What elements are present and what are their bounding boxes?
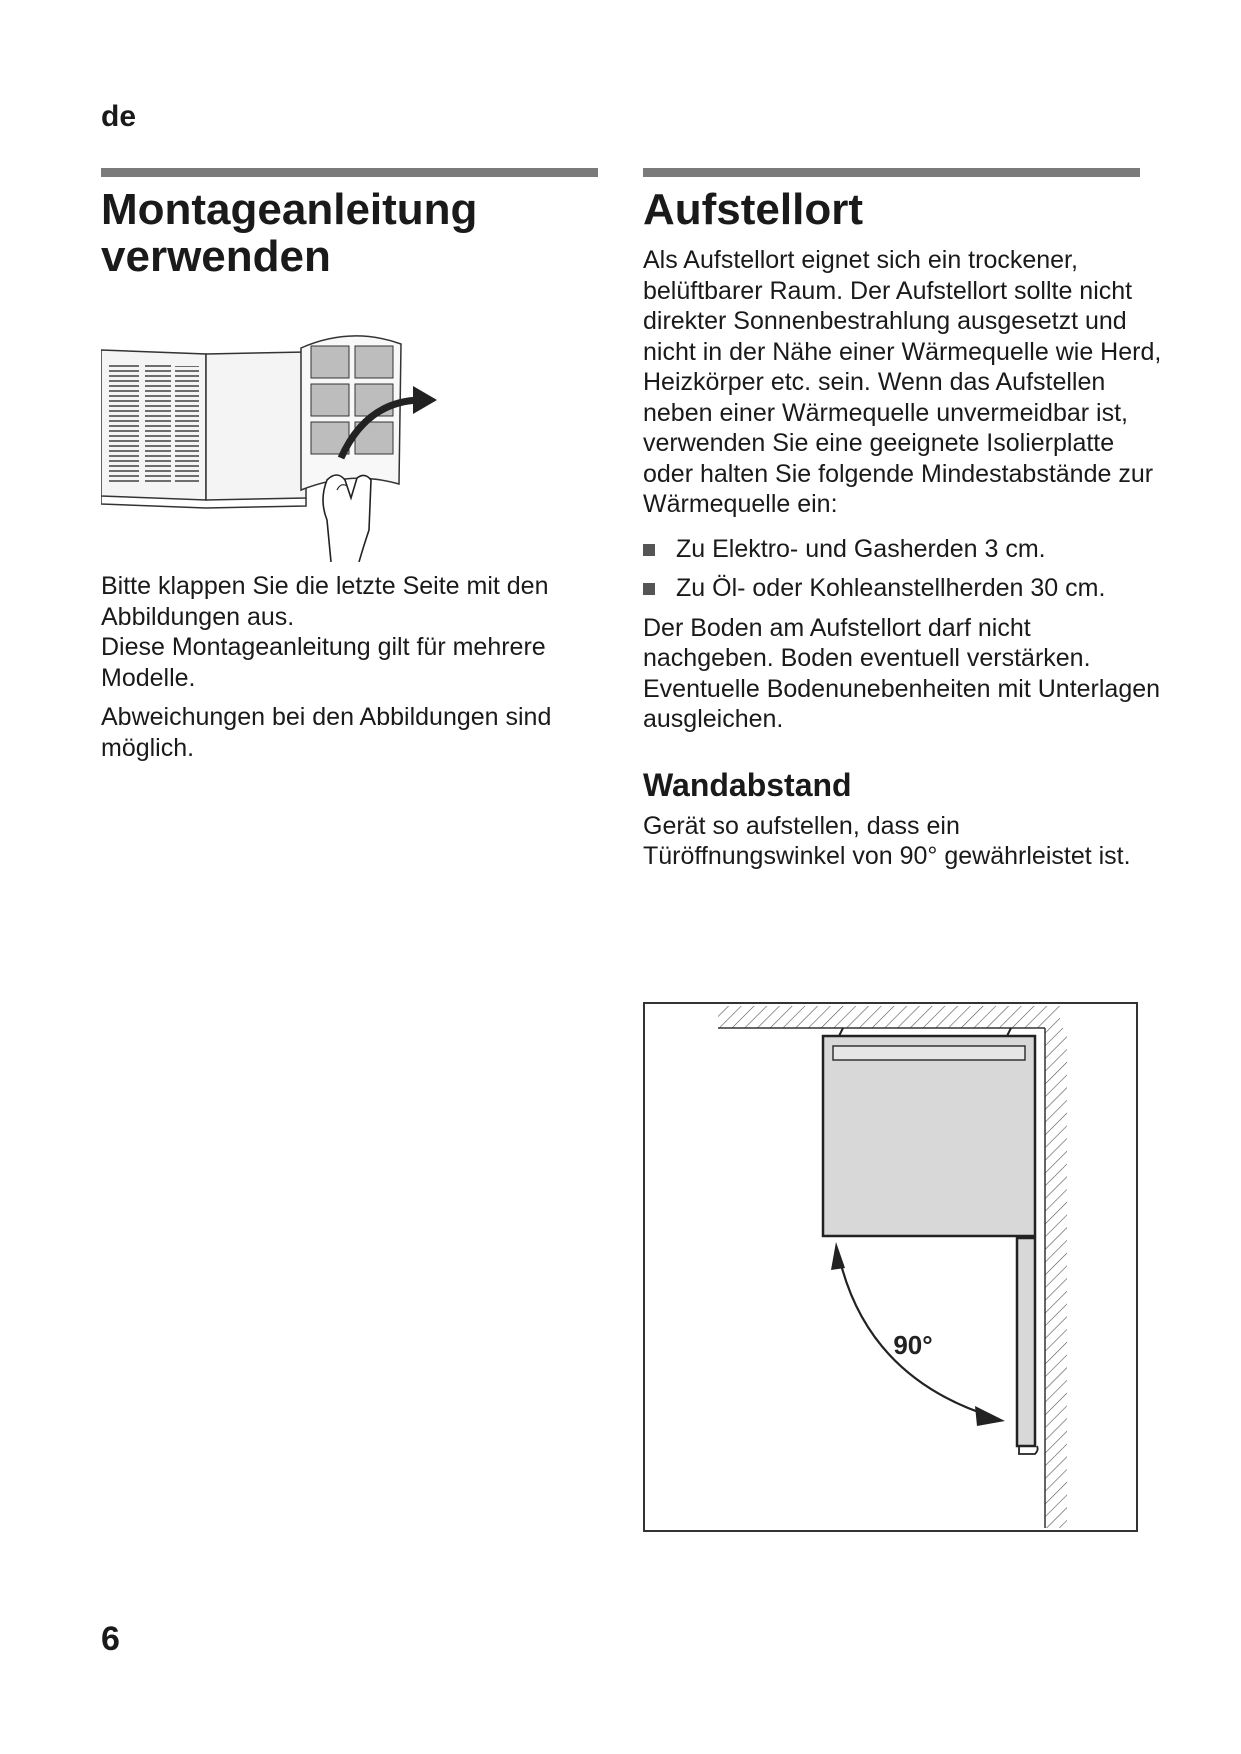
top-wall [718,1006,1060,1028]
bullet-square-icon [643,583,655,595]
subsection-title-wandabstand: Wandabstand [643,766,852,803]
right-column [643,186,1163,872]
section-rule-left [101,168,598,177]
language-code: de [101,100,137,133]
appliance-body [823,1036,1035,1236]
section-title-aufstellort: Aufstellort [643,185,863,234]
floor-text: Der Boden am Aufstellort darf nicht nachgeben. Boden eventuell verstärken. Eventuelle Bodenunebenheiten mit Unterlagen ausgleichen. [643,613,1161,733]
angle-label: 90° [893,1330,933,1360]
note-multiple-models: Diese Montageanleitung gilt für mehrere Modelle. [101,633,546,692]
list-item: Zu Elektro- und Gasherden 3 cm. [643,534,1163,565]
right-wall [1045,1028,1067,1528]
instruction-fold-out: Bitte klappen Sie die letzte Seite mit den Abbildungen aus. [101,572,549,631]
open-manual-illustration [101,330,481,562]
page-number: 6 [101,1620,120,1658]
left-column [101,186,601,280]
section-rule-right [643,168,1140,177]
section-title-montageanleitung: Montageanleitung verwenden [101,185,478,281]
wall-distance-text: Gerät so aufstellen, dass ein Türöffnungswinkel von 90° gewährleistet ist. [643,811,1131,870]
minimum-distance-list [643,534,1163,604]
door-angle-diagram [643,1002,1138,1532]
bullet-square-icon [643,544,655,556]
location-intro-text: Als Aufstellort eignet sich ein trockener, belüftbarer Raum. Der Aufstellort sollte nicht direkter Sonnenbestrahlung ausgesetzt und nicht in der Nähe einer Wärmequelle wie Herd, Heizkörper etc. sein. Wenn das Aufstellen neben einer Wärmequelle unvermeidbar ist, verwenden Sie eine geeignete Isolierplatte oder halten Sie folgende Mindestabstände zur Wärmequelle ein: [643,246,1162,518]
list-item: Zu Öl- oder Kohleanstellherden 30 cm. [643,573,1163,604]
left-body-text [101,571,601,763]
note-deviations: Abweichungen bei den Abbildungen sind möglich. [101,703,552,762]
open-door [1017,1238,1035,1446]
